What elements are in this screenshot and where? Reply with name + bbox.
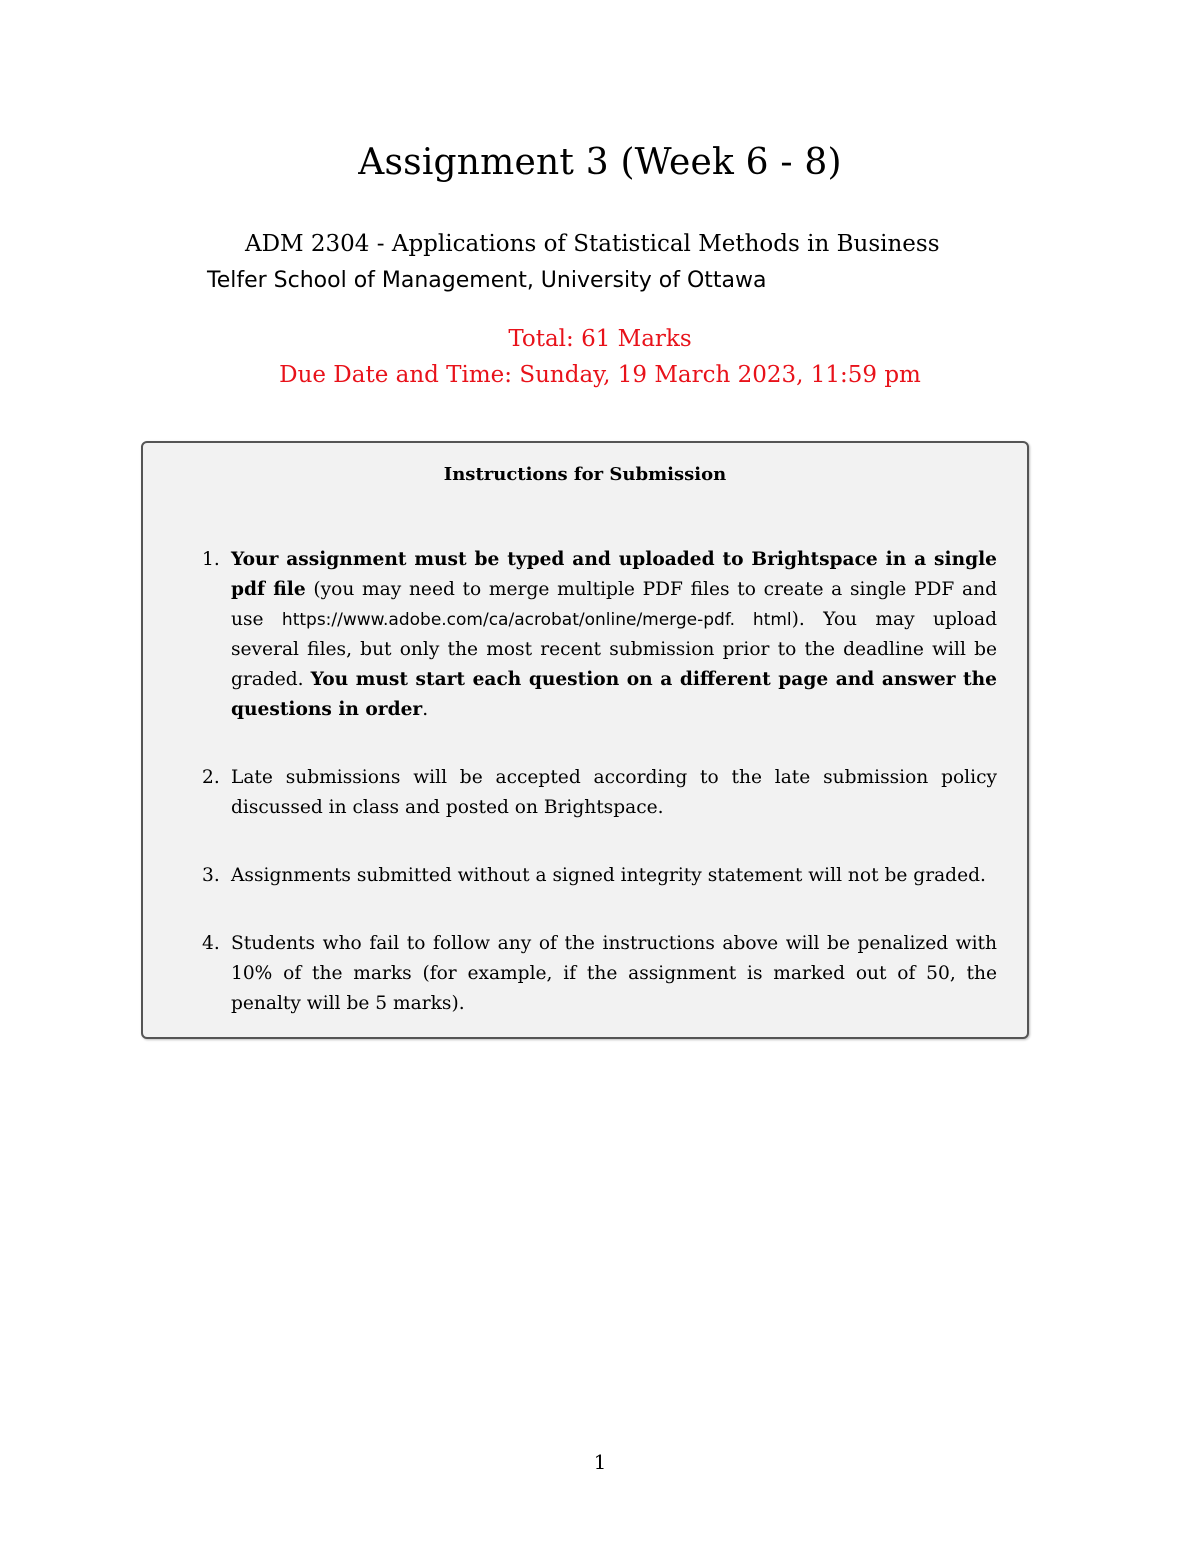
course-name: ADM 2304 - Applications of Statistical Methods in Business (245, 231, 940, 257)
instruction-text: Assignments submitted without a signed integrity statement will not be graded. (231, 865, 986, 886)
instruction-end: . (422, 699, 429, 720)
page-number: 1 (593, 1450, 607, 1474)
school-name: Telfer School of Management, University of Ottawa (207, 268, 767, 293)
instructions-title: Instructions for Submission (443, 464, 727, 485)
merge-pdf-url: https://www.adobe.com/ca/acrobat/online/merge-pdf. html (281, 610, 792, 630)
instruction-item-3 (202, 861, 997, 891)
instruction-number: 1. (202, 549, 220, 570)
instruction-text-before-url: (you may need to merge multiple PDF files to create a single PDF and use (231, 579, 997, 630)
due-date: Due Date and Time: Sunday, 19 March 2023, 11:59 pm (279, 362, 921, 388)
instruction-item-1 (202, 545, 997, 725)
instruction-number: 3. (202, 865, 220, 886)
instruction-bold-intro: Your assignment must be typed and uploaded to Brightspace in a single pdf file (231, 549, 997, 600)
instruction-item-2 (202, 763, 997, 823)
instruction-bold-outro: You must start each question on a different page and answer the questions in order (231, 669, 997, 720)
instruction-text-after-url: ). You may upload several files, but only the most recent submission prior to the deadline will be graded. (231, 609, 998, 690)
instruction-text: Students who fail to follow any of the instructions above will be penalized with 10% of the marks (for example, if the assignment is marked out of 50, the penalty will be 5 marks). (231, 933, 997, 1014)
instruction-number: 2. (202, 767, 220, 788)
total-marks: Total: 61 Marks (508, 326, 692, 352)
instruction-item-4 (202, 929, 997, 1019)
instruction-text (231, 545, 997, 725)
instructions-box (141, 441, 1029, 1039)
instruction-text: Late submissions will be accepted according to the late submission policy discussed in class and posted on Brightspace. (231, 767, 997, 818)
assignment-title: Assignment 3 (Week 6 - 8) (358, 142, 842, 183)
instruction-number: 4. (202, 933, 220, 954)
